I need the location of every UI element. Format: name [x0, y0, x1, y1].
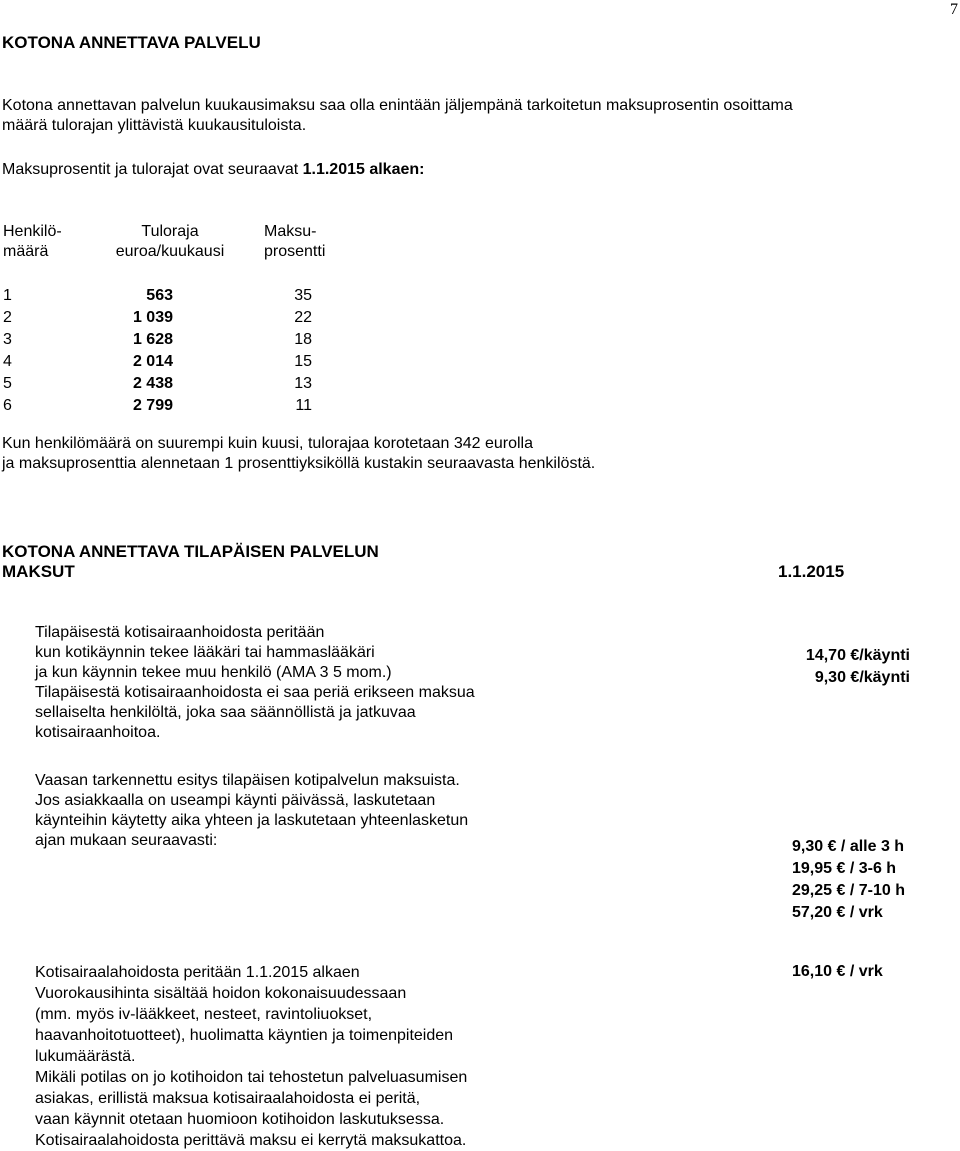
header-income-line2: euroa/kuukausi	[115, 243, 225, 260]
cell-persons: 3	[3, 331, 12, 348]
cell-percent: 11	[295, 397, 312, 414]
table-header	[0, 222, 340, 266]
cell-percent: 22	[294, 309, 312, 326]
fee-7-10h: 29,25 € / 7-10 h	[792, 882, 905, 899]
table-row	[0, 308, 330, 330]
text-line: Vaasan tarkennettu esitys tilapäisen kotipalvelun maksuista.	[35, 772, 460, 789]
header-income-limit	[100, 222, 240, 262]
text-line: lukumäärästä.	[35, 1048, 136, 1065]
table-row	[0, 374, 330, 396]
text-line: ja kun käynnin tekee muu henkilö (AMA 3 5 mom.)	[35, 664, 392, 681]
header-persons	[3, 222, 62, 262]
cell-persons: 4	[3, 353, 12, 370]
cell-income-limit: 1 628	[132, 331, 173, 348]
table-row	[0, 286, 330, 308]
cell-percent: 18	[294, 331, 312, 348]
text-line: asiakas, erillistä maksua kotisairaalahoidosta ei peritä,	[35, 1090, 421, 1107]
text-line: vaan käynnit otetaan huomioon kotihoidon laskutuksessa.	[35, 1111, 445, 1128]
header-percent	[264, 222, 325, 262]
section-heading-home-service: KOTONA ANNETTAVA PALVELU	[2, 33, 261, 52]
intro-paragraph	[2, 96, 793, 136]
text-line: Vuorokausihinta sisältää hoidon kokonaisuudessaan	[35, 985, 407, 1002]
temporary-home-service-text	[35, 771, 468, 851]
header-persons-line2: määrä	[3, 243, 49, 260]
fee-other-visit: 9,30 €/käynti	[814, 669, 910, 686]
cell-persons: 5	[3, 375, 12, 392]
intro-line: määrä tulorajan ylittävistä kuukausituloista.	[2, 117, 307, 134]
cell-persons: 2	[3, 309, 12, 326]
fee-24h: 57,20 € / vrk	[792, 904, 883, 921]
cell-percent: 13	[294, 375, 312, 392]
text-line: Tilapäisestä kotisairaanhoidosta peritään	[35, 624, 325, 641]
fee-doctor-visit: 14,70 €/käynti	[805, 647, 910, 664]
section-heading-temporary-service	[2, 542, 379, 582]
header-percent-line1: Maksu-	[264, 223, 317, 240]
rates-intro	[2, 160, 424, 180]
table-note	[2, 434, 595, 474]
note-line: ja maksuprosenttia alennetaan 1 prosenttiyksiköllä kustakin seuraavasta henkilöstä.	[2, 455, 596, 472]
cell-income-limit: 563	[146, 287, 173, 304]
text-line: haavanhoitotuotteet), huolimatta käyntien ja toimenpiteiden	[35, 1027, 454, 1044]
cell-income-limit: 2 014	[132, 353, 173, 370]
text-line: Kotisairaalahoidosta perittävä maksu ei kerrytä maksukattoa.	[35, 1132, 467, 1149]
page-number: 7	[950, 1, 958, 18]
heading-line: MAKSUT	[2, 562, 75, 581]
text-line: (mm. myös iv-lääkkeet, nesteet, ravintoliuokset,	[35, 1006, 373, 1023]
rates-intro-text: Maksuprosentit ja tulorajat ovat seuraavat	[2, 161, 303, 178]
text-line: Kotisairaalahoidosta peritään 1.1.2015 alkaen	[35, 964, 360, 981]
rates-intro-date: 1.1.2015 alkaen:	[302, 161, 425, 178]
cell-persons: 1	[3, 287, 12, 304]
text-line: käynteihin käytetty aika yhteen ja laskutetaan yhteenlasketun	[35, 812, 469, 829]
heading-line: KOTONA ANNETTAVA TILAPÄISEN PALVELUN	[2, 542, 379, 561]
cell-persons: 6	[3, 397, 12, 414]
temporary-home-nursing-text	[35, 623, 475, 743]
hourly-fee-list	[792, 836, 905, 924]
text-line: kotisairaanhoitoa.	[35, 724, 161, 741]
table-row	[0, 352, 330, 374]
fee-3-6h: 19,95 € / 3-6 h	[792, 860, 897, 877]
fee-home-hospital: 16,10 € / vrk	[792, 963, 883, 980]
header-percent-line2: prosentti	[264, 243, 326, 260]
fee-under-3h: 9,30 € / alle 3 h	[792, 838, 905, 855]
header-persons-line1: Henkilö-	[3, 223, 62, 240]
table-row	[0, 396, 330, 418]
home-hospital-text	[35, 962, 467, 1151]
note-line: Kun henkilömäärä on suurempi kuin kuusi, tulorajaa korotetaan 342 eurolla	[2, 435, 533, 452]
section-date: 1.1.2015	[778, 562, 845, 581]
header-income-line1: Tuloraja	[141, 223, 199, 240]
text-line: kun kotikäynnin tekee lääkäri tai hammaslääkäri	[35, 644, 375, 661]
intro-line: Kotona annettavan palvelun kuukausimaksu saa olla enintään jäljempänä tarkoitetun maksuprosentin osoittama	[2, 97, 793, 114]
rates-table	[0, 222, 340, 412]
cell-percent: 35	[294, 287, 312, 304]
text-line: Tilapäisestä kotisairaanhoidosta ei saa periä erikseen maksua	[35, 684, 475, 701]
cell-income-limit: 1 039	[132, 309, 173, 326]
cell-income-limit: 2 438	[132, 375, 173, 392]
text-line: ajan mukaan seuraavasti:	[35, 832, 218, 849]
table-row	[0, 330, 330, 352]
cell-percent: 15	[294, 353, 312, 370]
text-line: Mikäli potilas on jo kotihoidon tai tehostetun palveluasumisen	[35, 1069, 468, 1086]
cell-income-limit: 2 799	[132, 397, 173, 414]
text-line: Jos asiakkaalla on useampi käynti päivässä, laskutetaan	[35, 792, 436, 809]
text-line: sellaiselta henkilöltä, joka saa säännöllistä ja jatkuvaa	[35, 704, 416, 721]
